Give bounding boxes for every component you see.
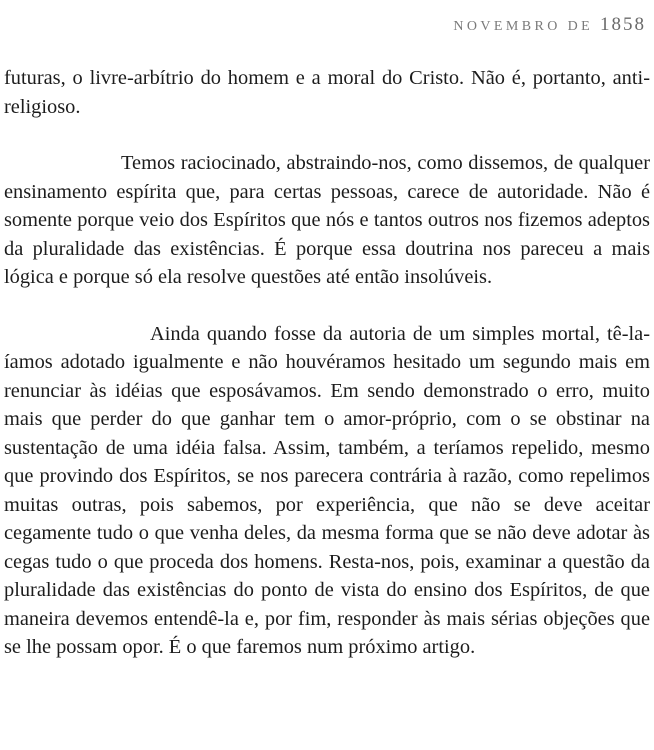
header-month-label: NOVEMBRO DE — [453, 19, 594, 34]
body-text — [4, 64, 650, 662]
paragraph-3: Ainda quando fosse da autoria de um simples mortal, tê-la-íamos adotado igualmente e não houvéramos hesitado um segundo mais em renunciar às idéias que esposávamos. Em sendo demonstrado o erro, muito mais que perder do que ganhar tem o amor-próprio, com o se obstinar na sustentação de uma idéia falsa. Assim, também, a teríamos repelido, mesmo que provindo dos Espíritos, se nos parecera contrária à razão, como repelimos muitas outras, pois sabemos, por experiência, que não se deve aceitar cegamente tudo o que venha deles, da mesma forma que se não deve adotar às cegas tudo o que proceda dos homens. Resta-nos, pois, examinar a questão da pluralidade das existências do ponto de vista do ensino dos Espíritos, de que maneira devemos entendê-la e, por fim, responder às mais sérias objeções que se lhe possam opor. É o que faremos num próximo artigo. — [4, 322, 650, 658]
running-header — [453, 14, 646, 36]
paragraph-2: Temos raciocinado, abstraindo-nos, como dissemos, de qualquer ensinamento espírita que, para certas pessoas, carece de autoridade. Não é somente porque veio dos Espíritos que nós e tantos outros nos fizemos adeptos da pluralidade das existências. É porque essa doutrina nos pareceu a mais lógica e porque só ela resolve questões até então insolúveis. — [4, 152, 650, 288]
paragraph-1: futuras, o livre-arbítrio do homem e a moral do Cristo. Não é, portanto, anti-religioso. — [4, 67, 650, 118]
header-year: 1858 — [600, 14, 646, 35]
